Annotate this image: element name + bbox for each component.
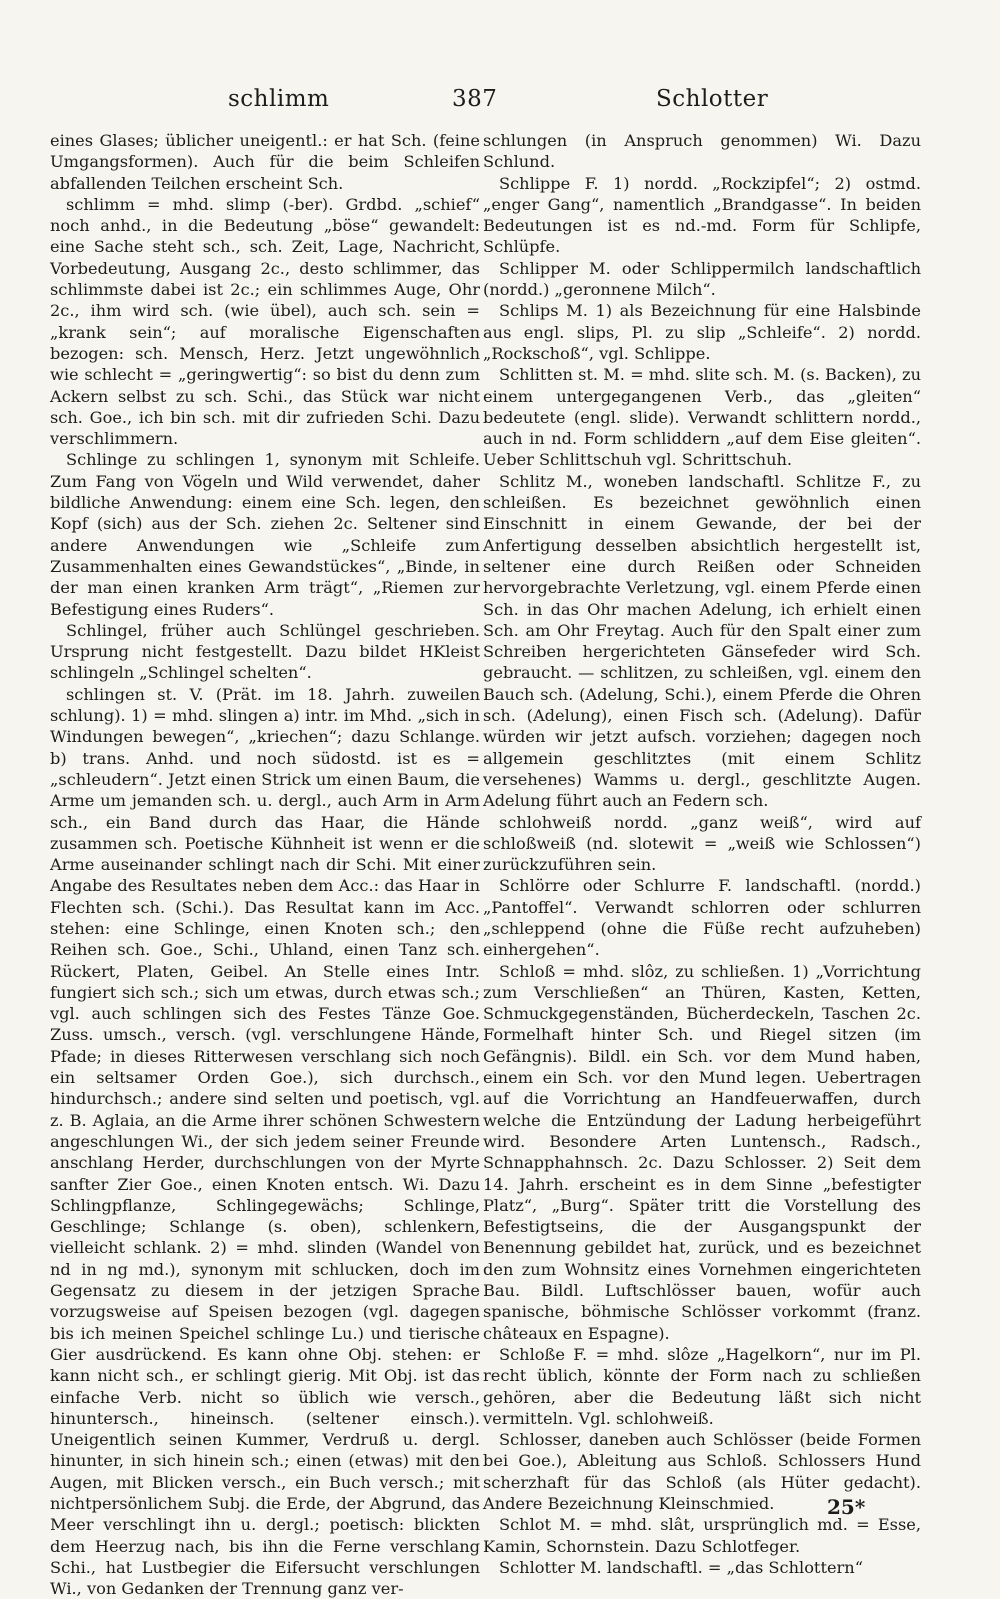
page-number: 387	[452, 86, 498, 112]
signature-mark: 25*	[827, 1495, 866, 1519]
entry-paragraph: Schlörre oder Schlurre F. landschaftl. (nordd.) „Pantoffel“. Verwandt schlorren oder schlurren „schleppend (ohne die Füße recht aufzuheben) einhergehen“.	[483, 876, 921, 960]
entry-paragraph: schlingen st. V. (Prät. im 18. Jahrh. zuweilen schlung). 1) = mhd. slingen a) intr. im Mhd. „sich in Windungen bewegen“, „kriechen“; dazu Schlange. b) trans. Anhd. und noch südostd. ist es = „schleudern“. Jetzt einen Strick um einen Baum, die Arme um jemanden sch. u. dergl., auch Arm in Arm sch., ein Band durch das Haar, die Hände zusammen sch. Poetische Kühnheit ist wenn er die Arme auseinander schlingt nach dir Schi. Mit einer Angabe des Resultates neben dem Acc.: das Haar in Flechten sch. (Schi.). Das Resultat kann im Acc. stehen: eine Schlinge, einen Knoten sch.; den Reihen sch. Goe., Schi., Uhland, einen Tanz sch. Rückert, Platen, Geibel. An Stelle eines Intr. fungiert sich sch.; sich um etwas, durch etwas sch.; vgl. auch schlingen sich des Festes Tänze Goe. Zuss. umsch., versch. (vgl. verschlungene Hände, Pfade; in dieses Ritterwesen verschlang sich noch ein seltsamer Orden Goe.), sich durchsch., hindurchsch.; andere sind selten und poetisch, vgl. z. B. Aglaia, an die Arme ihrer schönen Schwestern angeschlungen Wi., der sich jedem seiner Freunde anschlang Herder, durchschlungen von der Myrte sanfter Zier Goe., einen Knoten entsch. Wi. Dazu Schlingpflanze, Schlingegewächs; Schlinge, Geschlinge; Schlange (s. oben), schlenkern, vielleicht schlank. 2) = mhd. slinden (Wandel von nd in ng md.), synonym mit schlucken, doch im Gegensatz zu diesem in der jetzigen Sprache vorzugsweise auf Speisen bezogen (vgl. dagegen bis ich meinen Speichel schlinge Lu.) und tierische Gier ausdrückend. Es kann ohne Obj. stehen: er kann nicht sch., er schlingt gierig. Mit Obj. ist das einfache Verb. nicht so üblich wie versch., hinuntersch., hineinsch. (seltener einsch.). Uneigentlich seinen Kummer, Verdruß u. dergl. hinunter, in sich hinein sch.; einen (etwas) mit den Augen, mit Blicken versch., ein Buch versch.; mit nichtpersönlichem Subj. die Erde, der Abgrund, das Meer verschlingt ihn u. dergl.; poetisch: blickten dem Heerzug nach, bis ihn die Ferne verschlang Schi., hat Lustbegier die Eifersucht verschlungen Wi., von Gedanken der Trennung ganz ver-	[50, 684, 480, 1599]
entry-paragraph: Schlosser, daneben auch Schlösser (beide Formen bei Goe.), Ableitung aus Schloß. Schlossers Hund scherzhaft für das Schloß (als Hüter gedacht). Andere Bezeichnung Kleinschmied.	[483, 1430, 921, 1513]
entry-paragraph: schlungen (in Anspruch genommen) Wi. Dazu Schlund.	[483, 131, 921, 172]
entry-paragraph: Schloß = mhd. slôz, zu schließen. 1) „Vorrichtung zum Verschließen“ an Thüren, Kasten, Ketten, Schmuckgegenständen, Bücherdeckeln, Taschen 2c. Formelhaft hinter Sch. und Riegel sitzen (im Gefängnis). Bildl. ein Sch. vor dem Mund haben, einem ein Sch. vor den Mund legen. Uebertragen auf die Vorrichtung an Handfeuerwaffen, durch welche die Entzündung der Ladung herbeigeführt wird. Besondere Arten Luntensch., Radsch., Schnapphahnsch. 2c. Dazu Schlosser. 2) Seit dem 14. Jahrh. erscheint es in dem Sinne „befestigter Platz“, „Burg“. Später tritt die Vorstellung des Befestigtseins, die der Ausgangspunkt der Benennung gebildet hat, zurück, und es bezeichnet den zum Wohnsitz eines Vornehmen eingerichteten Bau. Bildl. Luftschlösser bauen, wofür auch spanische, böhmische Schlösser vorkommt (franz. châteaux en Espagne).	[483, 961, 921, 1343]
entry-paragraph: Schlippe F. 1) nordd. „Rockzipfel“; 2) ostmd. „enger Gang“, namentlich „Brandgasse“. In beiden Bedeutungen ist es nd.-md. Form für Schlipfe, Schlüpfe.	[483, 173, 921, 257]
entry-paragraph: Schlingel, früher auch Schlüngel geschrieben. Ursprung nicht festgestellt. Dazu bildet HKleist schlingeln „Schlingel schelten“.	[50, 620, 480, 683]
left-column	[50, 130, 480, 1599]
entry-paragraph: eines Glases; üblicher uneigentl.: er hat Sch. (feine Umgangsformen). Auch für die beim Schleifen abfallenden Teilchen erscheint Sch.	[50, 131, 480, 193]
entry-paragraph: Schlipper M. oder Schlippermilch landschaftlich (nordd.) „geronnene Milch“.	[483, 258, 921, 300]
entry-paragraph: schlohweiß nordd. „ganz weiß“, wird auf schloßweiß (nd. slotewit = „weiß wie Schlossen“) zurückzuführen sein.	[483, 812, 921, 875]
entry-paragraph: schlimm = mhd. slimp (-ber). Grdbd. „schief“ noch anhd., in die Bedeutung „böse“ gewandelt: eine Sache steht sch., sch. Zeit, Lage, Nachricht, Vorbedeutung, Ausgang 2c., desto schlimmer, das schlimmste dabei ist 2c.; ein schlimmes Auge, Ohr 2c., ihm wird sch. (wie übel), auch sch. sein = „krank sein“; auf moralische Eigenschaften bezogen: sch. Mensch, Herz. Jetzt ungewöhnlich wie schlecht = „geringwertig“: so bist du denn zum Ackern selbst zu sch. Schi., das Stück war nicht sch. Goe., ich bin sch. mit dir zufrieden Schi. Dazu verschlimmern.	[50, 194, 480, 449]
entry-paragraph: Schlinge zu schlingen 1, synonym mit Schleife. Zum Fang von Vögeln und Wild verwendet, daher bildliche Anwendung: einem eine Sch. legen, den Kopf (sich) aus der Sch. ziehen 2c. Seltener sind andere Anwendungen wie „Schleife zum Zusammenhalten eines Gewandstückes“, „Binde, in der man einen kranken Arm trägt“, „Riemen zur Befestigung eines Ruders“.	[50, 450, 480, 619]
running-head-right: Schlotter	[656, 86, 769, 112]
entry-paragraph: Schlot M. = mhd. slât, ursprünglich md. = Esse, Kamin, Schornstein. Dazu Schlotfeger.	[483, 1515, 921, 1556]
entry-paragraph: Schlips M. 1) als Bezeichnung für eine Halsbinde aus engl. slips, Pl. zu slip „Schleife“. 2) nordd. „Rockschoß“, vgl. Schlippe.	[483, 301, 921, 363]
entry-paragraph: Schloße F. = mhd. slôze „Hagelkorn“, nur im Pl. recht üblich, könnte der Form nach zu schließen gehören, aber die Bedeutung läßt sich nicht vermitteln. Vgl. schlohweiß.	[483, 1344, 921, 1428]
running-head-left: schlimm	[228, 86, 330, 112]
entry-paragraph: Schlotter M. landschaftl. = „das Schlottern“	[499, 1557, 863, 1577]
entry-paragraph: Schlitten st. M. = mhd. slite sch. M. (s. Backen), zu einem untergegangenen Verb., das „gleiten“ bedeutete (engl. slide). Verwandt schlittern nordd., auch in nd. Form schliddern „auf dem Eise gleiten“. Ueber Schlittschuh vgl. Schrittschuh.	[483, 365, 921, 470]
entry-paragraph: Schlitz M., woneben landschaftl. Schlitze F., zu schleißen. Es bezeichnet gewöhnlich einen Einschnitt in einem Gewande, der bei der Anfertigung desselben absichtlich hergestellt ist, seltener eine durch Reißen oder Schneiden hervorgebrachte Verletzung, vgl. einem Pferde einen Sch. in das Ohr machen Adelung, ich erhielt einen Sch. am Ohr Freytag. Auch für den Spalt einer zum Schreiben hergerichteten Gänsefeder wird Sch. gebraucht. — schlitzen, zu schleißen, vgl. einem den Bauch sch. (Adelung, Schi.), einem Pferde die Ohren sch. (Adelung), einen Fisch sch. (Adelung). Dafür würden wir jetzt aufsch. vorziehen; dagegen noch allgemein geschlitztes (mit einem Schlitz versehenes) Wamms u. dergl., geschlitzte Augen. Adelung führt auch an Federn sch.	[483, 471, 921, 811]
